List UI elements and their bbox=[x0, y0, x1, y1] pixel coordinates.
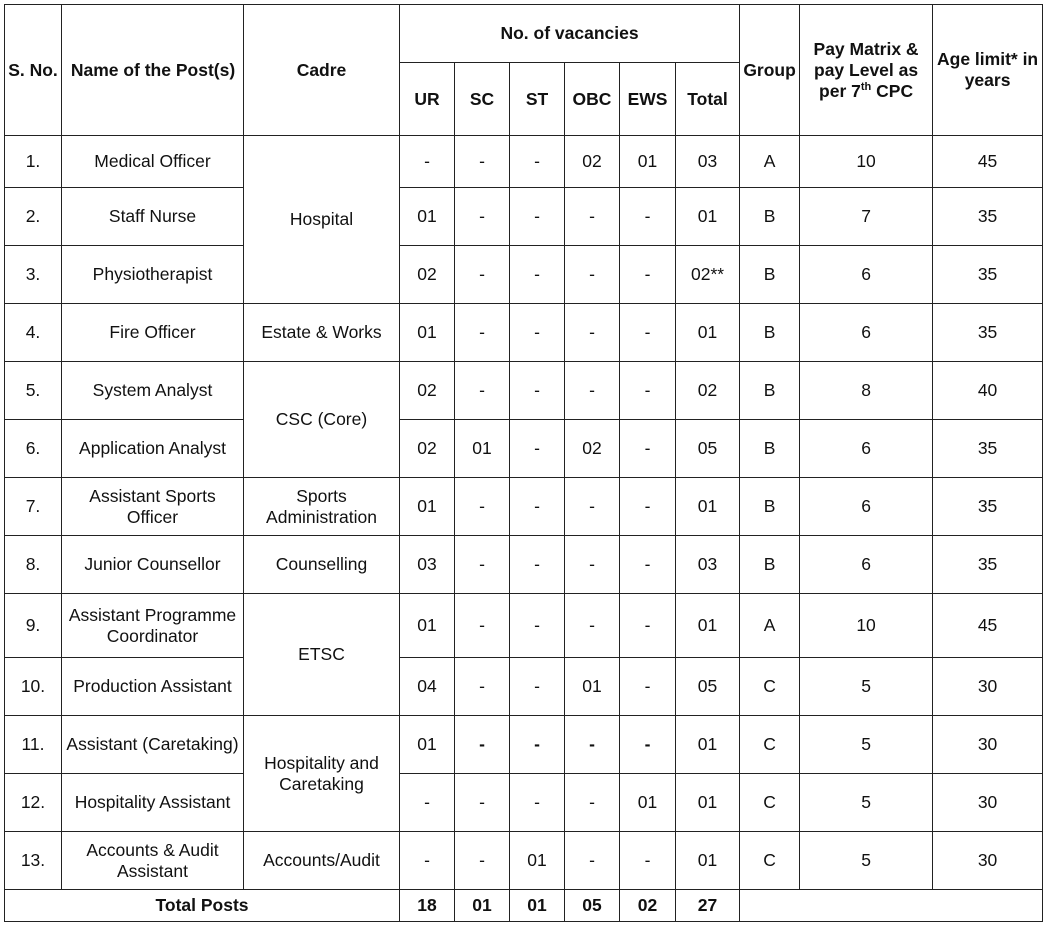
table-row bbox=[5, 304, 1043, 362]
cell-post: Production Assistant bbox=[62, 658, 244, 716]
cell-sno: 10. bbox=[5, 658, 62, 716]
cell-pay: 5 bbox=[800, 658, 933, 716]
cell-group: B bbox=[740, 536, 800, 594]
header-pay-suffix: CPC bbox=[871, 80, 914, 101]
cell-ur: 01 bbox=[400, 716, 455, 774]
cell-ews: 01 bbox=[620, 774, 676, 832]
cell-ur: 02 bbox=[400, 420, 455, 478]
cell-total: 01 bbox=[676, 304, 740, 362]
header-pay-text: Pay Matrix & pay Level as per 7 bbox=[813, 38, 919, 101]
cell-st: - bbox=[510, 716, 565, 774]
cell-sno: 12. bbox=[5, 774, 62, 832]
cell-ews: - bbox=[620, 832, 676, 890]
cell-post: Fire Officer bbox=[62, 304, 244, 362]
vacancy-table bbox=[4, 4, 1043, 922]
cell-obc: 02 bbox=[565, 136, 620, 188]
cell-sno: 7. bbox=[5, 478, 62, 536]
total-st: 01 bbox=[510, 890, 565, 922]
cell-age: 30 bbox=[933, 716, 1043, 774]
cell-st: - bbox=[510, 420, 565, 478]
cell-ews: - bbox=[620, 304, 676, 362]
cell-post: Medical Officer bbox=[62, 136, 244, 188]
table-row bbox=[5, 774, 1043, 832]
cell-cadre: Sports Administration bbox=[244, 478, 400, 536]
cell-obc: - bbox=[565, 304, 620, 362]
cell-total: 02 bbox=[676, 362, 740, 420]
cell-sno: 13. bbox=[5, 832, 62, 890]
cell-sc: - bbox=[455, 304, 510, 362]
header-vacancies: No. of vacancies bbox=[400, 5, 740, 63]
total-sc: 01 bbox=[455, 890, 510, 922]
cell-st: 01 bbox=[510, 832, 565, 890]
cell-total: 03 bbox=[676, 136, 740, 188]
cell-st: - bbox=[510, 594, 565, 658]
header-sno: S. No. bbox=[5, 5, 62, 136]
cell-st: - bbox=[510, 136, 565, 188]
cell-post: Junior Counsellor bbox=[62, 536, 244, 594]
cell-ews: - bbox=[620, 716, 676, 774]
cell-ews: - bbox=[620, 246, 676, 304]
cell-group: B bbox=[740, 420, 800, 478]
cell-sc: - bbox=[455, 594, 510, 658]
cell-ur: 02 bbox=[400, 362, 455, 420]
header-row-1 bbox=[5, 5, 1043, 63]
cell-obc: - bbox=[565, 362, 620, 420]
cell-sno: 5. bbox=[5, 362, 62, 420]
cell-post: Staff Nurse bbox=[62, 188, 244, 246]
cell-age: 30 bbox=[933, 658, 1043, 716]
cell-post: Assistant (Caretaking) bbox=[62, 716, 244, 774]
cell-obc: - bbox=[565, 774, 620, 832]
total-posts-label: Total Posts bbox=[5, 890, 400, 922]
totals-empty-cell bbox=[740, 890, 1043, 922]
cell-total: 01 bbox=[676, 594, 740, 658]
cell-cadre: Accounts/Audit bbox=[244, 832, 400, 890]
cell-group: B bbox=[740, 478, 800, 536]
cell-ews: - bbox=[620, 188, 676, 246]
cell-age: 40 bbox=[933, 362, 1043, 420]
total-total: 27 bbox=[676, 890, 740, 922]
header-obc: OBC bbox=[565, 63, 620, 136]
cell-group: C bbox=[740, 774, 800, 832]
cell-group: B bbox=[740, 362, 800, 420]
cell-age: 30 bbox=[933, 832, 1043, 890]
cell-age: 30 bbox=[933, 774, 1043, 832]
cell-total: 01 bbox=[676, 774, 740, 832]
cell-total: 01 bbox=[676, 716, 740, 774]
cell-sc: - bbox=[455, 188, 510, 246]
cell-total: 01 bbox=[676, 478, 740, 536]
cell-ur: 03 bbox=[400, 536, 455, 594]
cell-post: Application Analyst bbox=[62, 420, 244, 478]
cell-cadre: Hospitality and Caretaking bbox=[244, 716, 400, 832]
cell-pay: 6 bbox=[800, 478, 933, 536]
cell-pay: 6 bbox=[800, 420, 933, 478]
totals-row bbox=[5, 890, 1043, 922]
cell-obc: - bbox=[565, 246, 620, 304]
cell-post: Accounts & Audit Assistant bbox=[62, 832, 244, 890]
cell-post: Hospitality Assistant bbox=[62, 774, 244, 832]
cell-ur: - bbox=[400, 832, 455, 890]
cell-group: A bbox=[740, 136, 800, 188]
cell-pay: 6 bbox=[800, 536, 933, 594]
cell-sc: - bbox=[455, 716, 510, 774]
cell-ews: - bbox=[620, 536, 676, 594]
cell-cadre: Hospital bbox=[244, 136, 400, 304]
cell-ur: - bbox=[400, 774, 455, 832]
cell-pay: 5 bbox=[800, 832, 933, 890]
header-age-limit: Age limit* in years bbox=[933, 5, 1043, 136]
cell-sc: - bbox=[455, 536, 510, 594]
cell-sc: - bbox=[455, 478, 510, 536]
cell-group: C bbox=[740, 832, 800, 890]
cell-sno: 6. bbox=[5, 420, 62, 478]
cell-sc: - bbox=[455, 246, 510, 304]
cell-obc: - bbox=[565, 188, 620, 246]
cell-sc: - bbox=[455, 774, 510, 832]
cell-age: 35 bbox=[933, 188, 1043, 246]
cell-ur: 01 bbox=[400, 594, 455, 658]
table-row bbox=[5, 420, 1043, 478]
cell-obc: 02 bbox=[565, 420, 620, 478]
header-ews: EWS bbox=[620, 63, 676, 136]
cell-st: - bbox=[510, 246, 565, 304]
cell-group: B bbox=[740, 304, 800, 362]
cell-sno: 11. bbox=[5, 716, 62, 774]
total-ews: 02 bbox=[620, 890, 676, 922]
header-pay-matrix bbox=[800, 5, 933, 136]
cell-obc: - bbox=[565, 594, 620, 658]
cell-obc: 01 bbox=[565, 658, 620, 716]
total-ur: 18 bbox=[400, 890, 455, 922]
cell-ur: 02 bbox=[400, 246, 455, 304]
cell-age: 35 bbox=[933, 246, 1043, 304]
cell-age: 45 bbox=[933, 136, 1043, 188]
cell-post: Physiotherapist bbox=[62, 246, 244, 304]
cell-ur: 01 bbox=[400, 304, 455, 362]
cell-pay: 6 bbox=[800, 246, 933, 304]
cell-st: - bbox=[510, 188, 565, 246]
cell-ews: - bbox=[620, 658, 676, 716]
cell-pay: 6 bbox=[800, 304, 933, 362]
cell-total: 05 bbox=[676, 658, 740, 716]
header-sc: SC bbox=[455, 63, 510, 136]
cell-pay: 7 bbox=[800, 188, 933, 246]
cell-total: 01 bbox=[676, 188, 740, 246]
cell-obc: - bbox=[565, 716, 620, 774]
table-row bbox=[5, 658, 1043, 716]
cell-st: - bbox=[510, 774, 565, 832]
cell-st: - bbox=[510, 362, 565, 420]
cell-st: - bbox=[510, 304, 565, 362]
cell-pay: 8 bbox=[800, 362, 933, 420]
cell-ur: 01 bbox=[400, 188, 455, 246]
cell-sc: - bbox=[455, 832, 510, 890]
cell-total: 02** bbox=[676, 246, 740, 304]
cell-total: 03 bbox=[676, 536, 740, 594]
cell-sc: - bbox=[455, 136, 510, 188]
cell-cadre: Estate & Works bbox=[244, 304, 400, 362]
header-post-name: Name of the Post(s) bbox=[62, 5, 244, 136]
cell-post: System Analyst bbox=[62, 362, 244, 420]
cell-group: B bbox=[740, 188, 800, 246]
header-total: Total bbox=[676, 63, 740, 136]
cell-group: C bbox=[740, 658, 800, 716]
cell-sno: 4. bbox=[5, 304, 62, 362]
cell-age: 45 bbox=[933, 594, 1043, 658]
cell-ews: - bbox=[620, 478, 676, 536]
cell-st: - bbox=[510, 536, 565, 594]
table-row bbox=[5, 362, 1043, 420]
cell-ews: - bbox=[620, 594, 676, 658]
cell-ur: - bbox=[400, 136, 455, 188]
cell-obc: - bbox=[565, 536, 620, 594]
cell-post: Assistant Programme Coordinator bbox=[62, 594, 244, 658]
cell-cadre: CSC (Core) bbox=[244, 362, 400, 478]
table-row bbox=[5, 716, 1043, 774]
cell-pay: 5 bbox=[800, 774, 933, 832]
table-row bbox=[5, 594, 1043, 658]
cell-st: - bbox=[510, 658, 565, 716]
cell-sc: - bbox=[455, 658, 510, 716]
cell-st: - bbox=[510, 478, 565, 536]
cell-total: 05 bbox=[676, 420, 740, 478]
cell-age: 35 bbox=[933, 478, 1043, 536]
table-row bbox=[5, 188, 1043, 246]
cell-group: C bbox=[740, 716, 800, 774]
cell-ews: - bbox=[620, 362, 676, 420]
cell-group: B bbox=[740, 246, 800, 304]
cell-age: 35 bbox=[933, 420, 1043, 478]
header-ur: UR bbox=[400, 63, 455, 136]
cell-ur: 01 bbox=[400, 478, 455, 536]
header-group: Group bbox=[740, 5, 800, 136]
table-row bbox=[5, 536, 1043, 594]
header-st: ST bbox=[510, 63, 565, 136]
table-row bbox=[5, 478, 1043, 536]
cell-sno: 9. bbox=[5, 594, 62, 658]
cell-post: Assistant Sports Officer bbox=[62, 478, 244, 536]
cell-obc: - bbox=[565, 832, 620, 890]
cell-cadre: ETSC bbox=[244, 594, 400, 716]
cell-group: A bbox=[740, 594, 800, 658]
cell-age: 35 bbox=[933, 536, 1043, 594]
cell-sc: 01 bbox=[455, 420, 510, 478]
cell-obc: - bbox=[565, 478, 620, 536]
cell-ews: - bbox=[620, 420, 676, 478]
cell-age: 35 bbox=[933, 304, 1043, 362]
table-row bbox=[5, 246, 1043, 304]
cell-sno: 1. bbox=[5, 136, 62, 188]
header-pay-superscript: th bbox=[860, 80, 872, 93]
cell-sc: - bbox=[455, 362, 510, 420]
cell-sno: 8. bbox=[5, 536, 62, 594]
total-obc: 05 bbox=[565, 890, 620, 922]
cell-sno: 3. bbox=[5, 246, 62, 304]
cell-ur: 04 bbox=[400, 658, 455, 716]
table-row bbox=[5, 136, 1043, 188]
cell-pay: 10 bbox=[800, 594, 933, 658]
header-cadre: Cadre bbox=[244, 5, 400, 136]
cell-pay: 10 bbox=[800, 136, 933, 188]
cell-cadre: Counselling bbox=[244, 536, 400, 594]
cell-pay: 5 bbox=[800, 716, 933, 774]
cell-sno: 2. bbox=[5, 188, 62, 246]
cell-ews: 01 bbox=[620, 136, 676, 188]
cell-total: 01 bbox=[676, 832, 740, 890]
table-row bbox=[5, 832, 1043, 890]
